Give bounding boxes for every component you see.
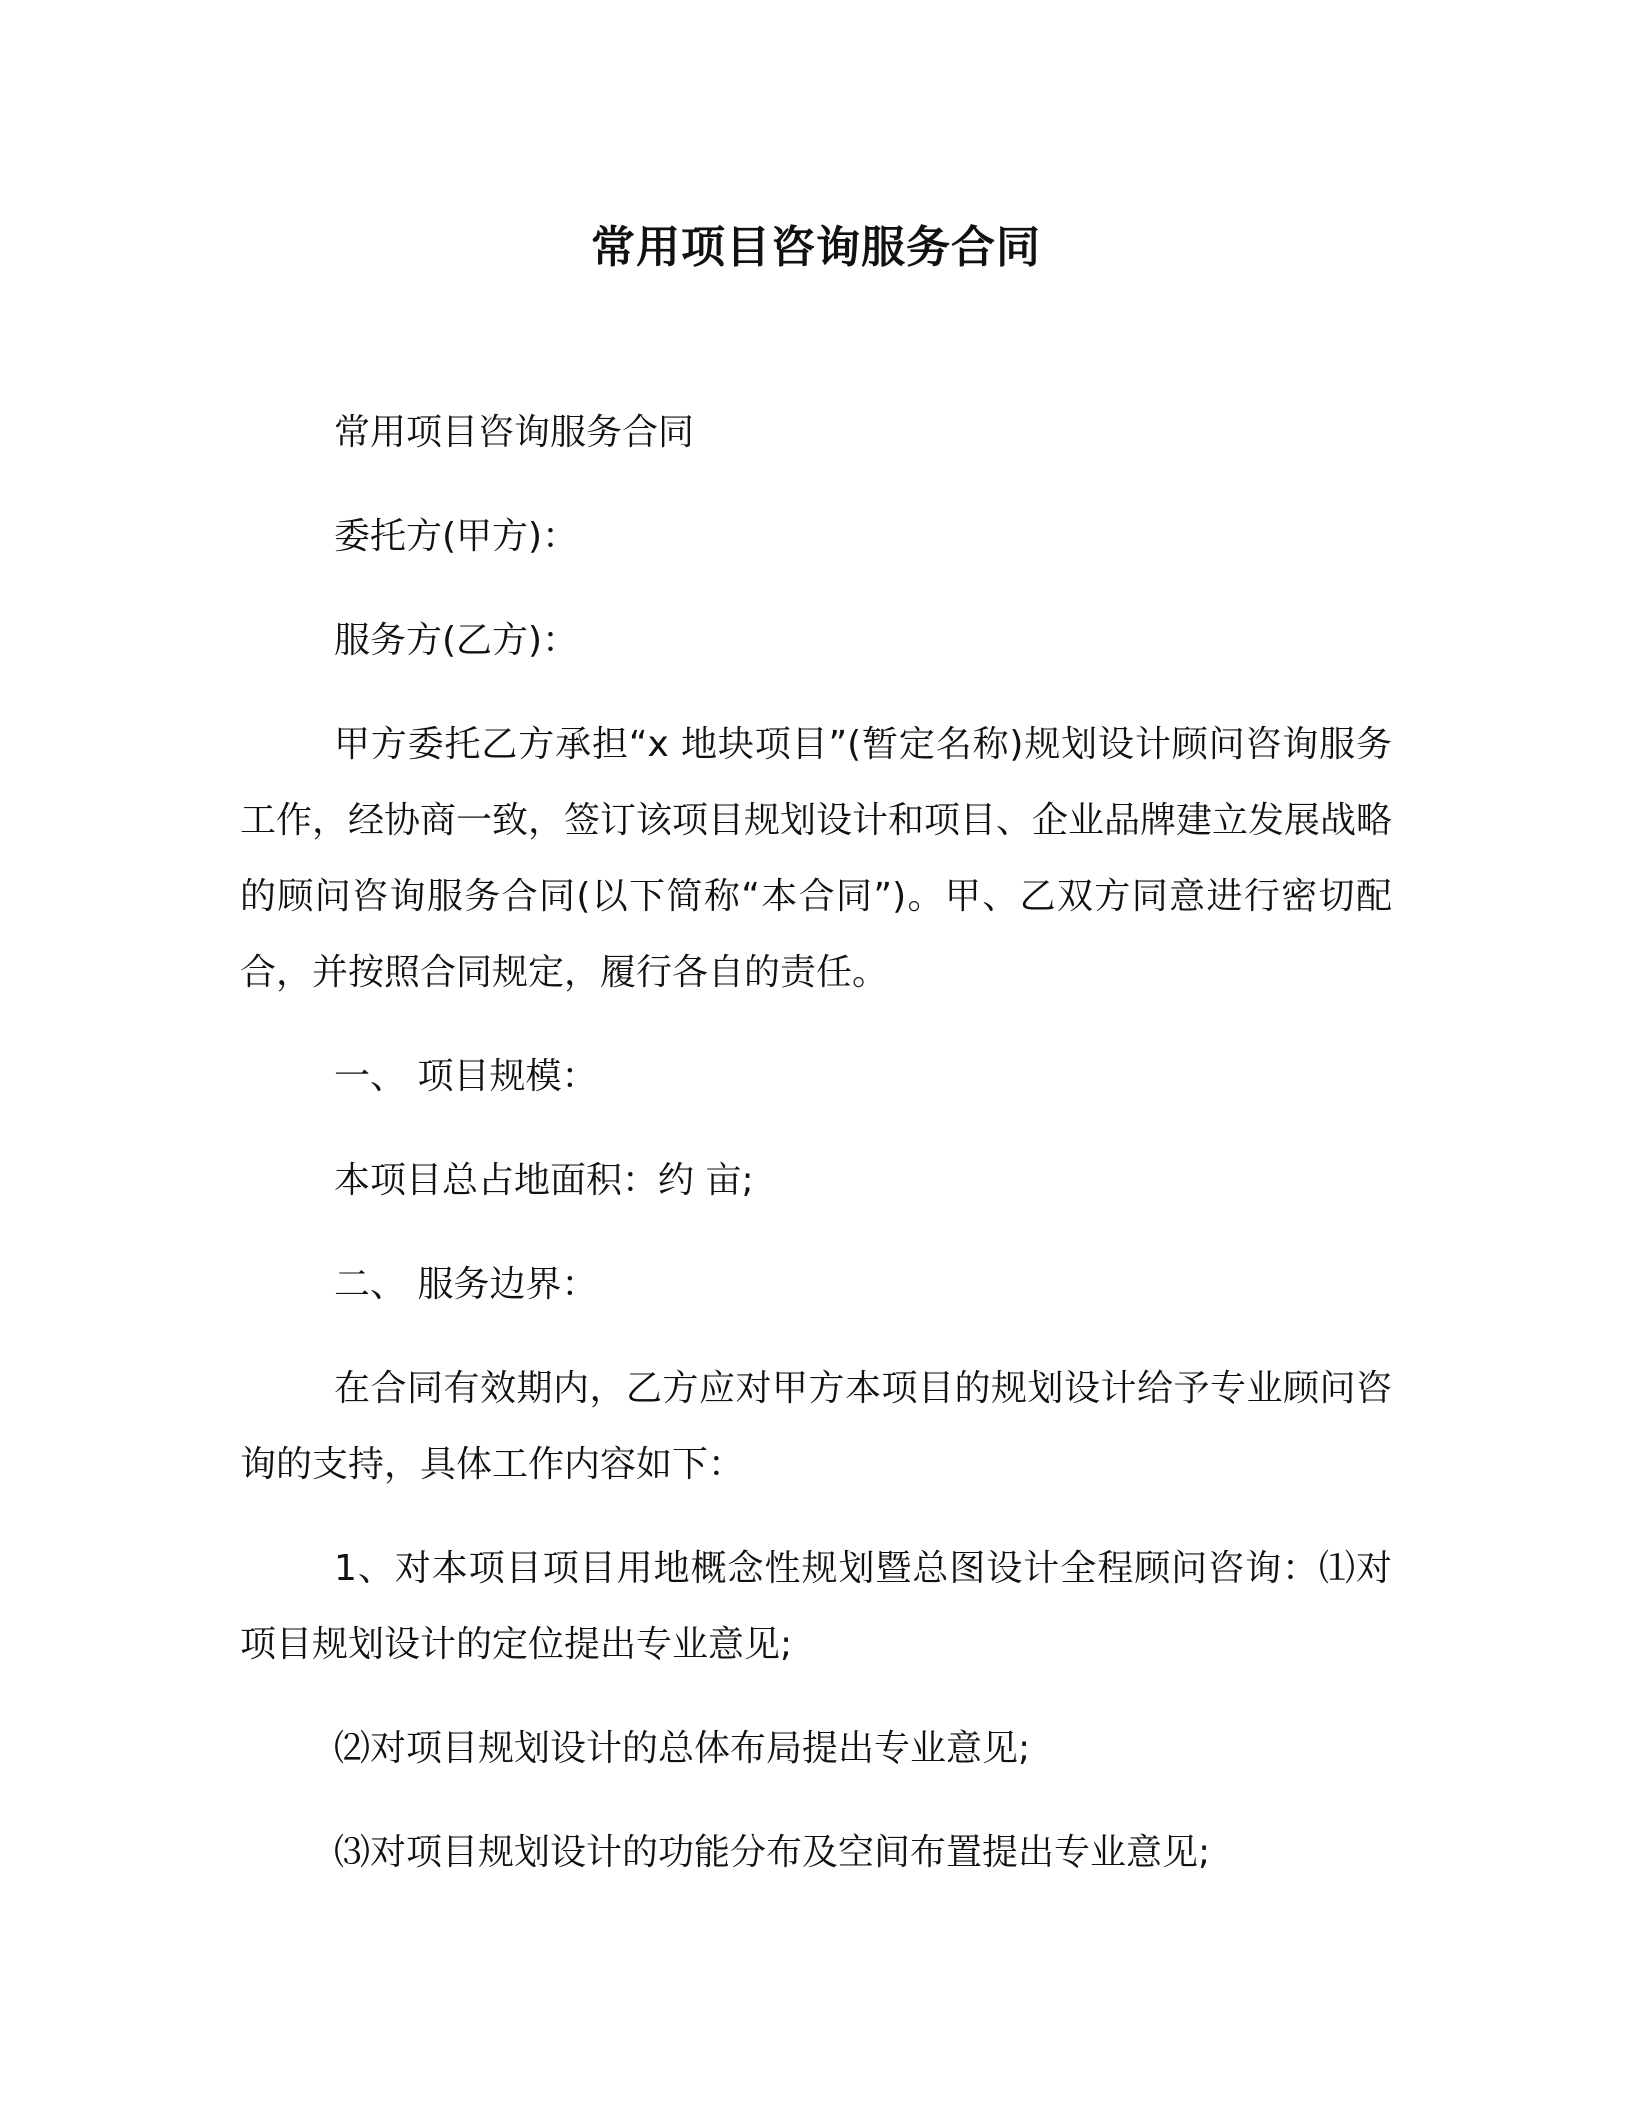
paragraph-project-area: 本项目总占地面积：约 亩; [334, 1160, 754, 1201]
paragraph-intro: 甲方委托乙方承担“x 地块项目”(暂定名称)规划设计顾问咨询服务工作，经协商一致，签订该项目规划设计和项目、企业品牌建立发展战略的顾问咨询服务合同(以下简称“本合同”)。甲、乙双方同意进行密切配合，并按照合同规定，履行各自的责任。 [240, 724, 1393, 993]
paragraph-client: 委托方(甲方)： [334, 516, 579, 557]
list-item-2: ⑵对项目规划设计的总体布局提出专业意见; [334, 1728, 1031, 1769]
document-body [240, 395, 1392, 1919]
heading-project-scale: 一、 项目规模： [334, 1056, 598, 1097]
list-item-3: ⑶对项目规划设计的功能分布及空间布置提出专业意见; [334, 1832, 1211, 1873]
paragraph-service-scope: 在合同有效期内，乙方应对甲方本项目的规划设计给予专业顾问咨询的支持，具体工作内容如下： [240, 1368, 1392, 1485]
heading-service-boundary: 二、 服务边界： [334, 1264, 598, 1305]
paragraph-subtitle: 常用项目咨询服务合同 [334, 412, 695, 453]
paragraph-provider: 服务方(乙方)： [334, 620, 579, 661]
list-item-1: 1、对本项目项目用地概念性规划暨总图设计全程顾问咨询：⑴对项目规划设计的定位提出专业意见; [240, 1548, 1392, 1665]
document-title: 常用项目咨询服务合同 [591, 222, 1041, 273]
